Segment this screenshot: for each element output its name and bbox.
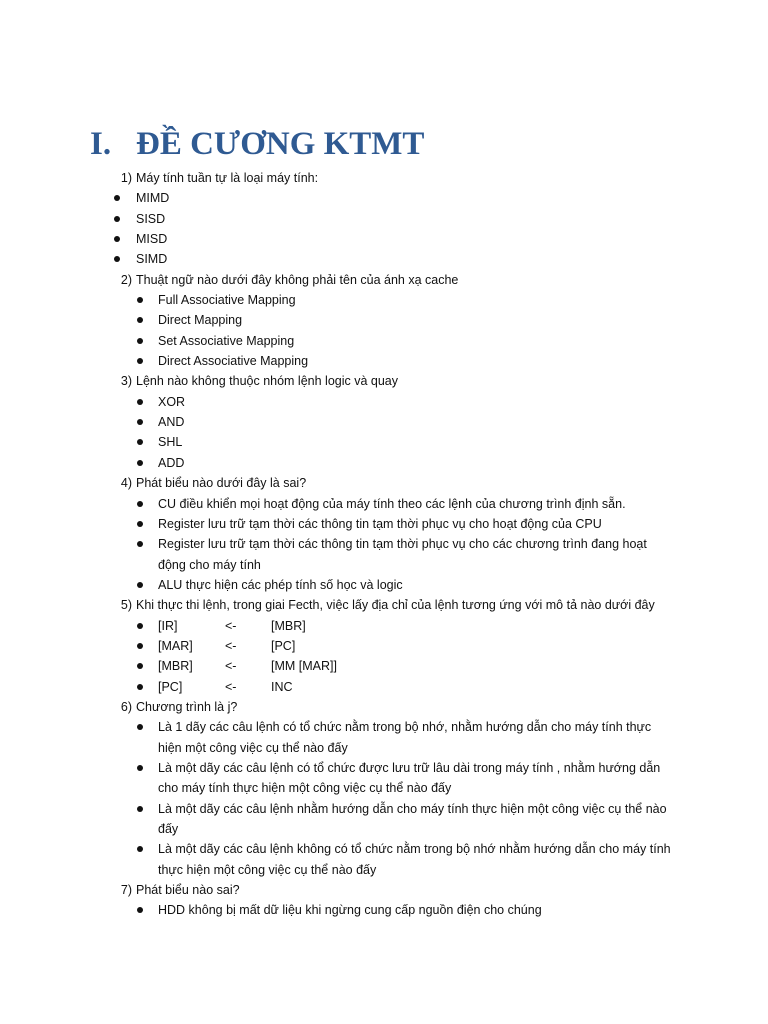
list-item — [0, 290, 768, 310]
bullet-icon — [137, 541, 143, 547]
assign-arrow: <- — [225, 679, 237, 694]
heading-text: ĐỀ CƯƠNG KTMT — [136, 126, 425, 162]
bullet-icon — [137, 907, 143, 913]
bullet-icon — [137, 358, 143, 364]
option-text: Là một dãy các câu lệnh không có tổ chức nằm trong bộ nhớ nhằm hướng dẫn cho máy tính thực hiện một công việc cụ thể nào đấy — [158, 842, 671, 877]
option-text: SIMD — [136, 252, 168, 267]
heading-number: I. — [90, 126, 112, 162]
list-item — [0, 717, 768, 758]
option-text: XOR — [158, 394, 186, 409]
bullet-icon — [137, 643, 143, 649]
option-text: Là một dãy các câu lệnh có tổ chức được lưu trữ lâu dài trong máy tính , nhằm hướng dẫn cho máy tính thực hiện một công việc cụ thể nào đấy — [158, 760, 661, 796]
question-number: 1) — [120, 171, 132, 185]
question-text: Phát biểu nào dưới đây là sai? — [136, 476, 307, 491]
list-item — [0, 900, 768, 920]
bullet-icon — [137, 439, 143, 445]
bullet-icon — [114, 216, 120, 222]
bullet-icon — [114, 236, 120, 242]
option-text: Là 1 dãy các câu lệnh có tổ chức nằm trong bộ nhớ, nhằm hướng dẫn cho máy tính thực hiện một công việc cụ thể nào đấy — [158, 720, 652, 755]
bullet-icon — [137, 724, 143, 730]
bullet-icon — [137, 460, 143, 466]
list-item — [0, 575, 768, 595]
option-text: MISD — [136, 232, 168, 247]
list-item — [0, 310, 768, 330]
bullet-icon — [137, 521, 143, 527]
list-item — [0, 351, 768, 371]
question-number: 4) — [120, 476, 132, 491]
list-item — [0, 188, 768, 208]
option-text: Set Associative Mapping — [158, 333, 295, 348]
register-dest: [MBR] — [158, 659, 193, 674]
question-text: Khi thực thi lệnh, trong giai Fecth, việc lấy địa chỉ của lệnh tương ứng với mô tả nào dưới đây — [136, 598, 655, 613]
bullet-icon — [137, 399, 143, 405]
question-7 — [0, 880, 768, 900]
option-text: CU điều khiển mọi hoạt động của máy tính theo các lệnh của chương trình định sẵn. — [158, 496, 626, 511]
question-2 — [0, 270, 768, 290]
list-item — [0, 249, 768, 269]
bullet-icon — [114, 195, 120, 201]
question-number: 2) — [120, 272, 132, 287]
bullet-icon — [137, 623, 143, 629]
question-text: Thuật ngữ nào dưới đây không phải tên của ánh xạ cache — [136, 272, 459, 287]
bullet-icon — [137, 297, 143, 303]
question-list — [0, 168, 768, 921]
assign-arrow: <- — [225, 659, 237, 674]
option-text: Direct Associative Mapping — [158, 354, 309, 369]
register-dest: [MAR] — [158, 638, 193, 653]
option-text: Là một dãy các câu lệnh nhằm hướng dẫn cho máy tính thực hiện một công việc cụ thể nào đấy — [158, 801, 667, 836]
question-number: 7) — [120, 883, 132, 898]
option-text: HDD không bị mất dữ liệu khi ngừng cung cấp nguồn điện cho chúng — [158, 903, 542, 918]
list-item — [0, 331, 768, 351]
list-item — [0, 534, 768, 575]
bullet-icon — [137, 582, 143, 588]
bullet-icon — [137, 846, 143, 852]
list-item — [0, 514, 768, 534]
list-item — [0, 392, 768, 412]
bullet-icon — [137, 501, 143, 507]
question-text: Máy tính tuần tự là loại máy tính: — [136, 171, 319, 185]
option-text: ALU thực hiện các phép tính số học và logic — [158, 577, 403, 592]
question-number: 6) — [120, 699, 132, 714]
bullet-icon — [137, 419, 143, 425]
bullet-icon — [137, 663, 143, 669]
assign-arrow: <- — [225, 618, 237, 633]
register-src: [PC] — [271, 638, 296, 653]
question-number: 5) — [120, 598, 132, 613]
question-text: Chương trình là j? — [136, 699, 238, 714]
register-dest: [IR] — [158, 618, 178, 633]
bullet-icon — [137, 317, 143, 323]
register-src: [MBR] — [271, 618, 306, 633]
list-item — [0, 209, 768, 229]
list-item — [0, 229, 768, 249]
register-src: INC — [271, 679, 293, 694]
option-text: Register lưu trữ tạm thời các thông tin tạm thời phục vụ cho các chương trình đang hoạt động cho máy tính — [158, 537, 647, 572]
list-item — [0, 758, 768, 799]
bullet-icon — [137, 765, 143, 771]
list-item — [0, 636, 768, 656]
question-3 — [0, 371, 768, 391]
list-item — [0, 677, 768, 697]
list-item — [0, 839, 768, 880]
option-text: Register lưu trữ tạm thời các thông tin tạm thời phục vụ cho hoạt động của CPU — [158, 516, 602, 531]
bullet-icon — [137, 806, 143, 812]
list-item — [0, 412, 768, 432]
option-text: SISD — [136, 211, 166, 226]
option-text: AND — [158, 415, 185, 430]
question-5 — [0, 595, 768, 615]
list-item — [0, 799, 768, 840]
question-text: Lệnh nào không thuộc nhóm lệnh logic và quay — [136, 374, 398, 389]
option-text: SHL — [158, 435, 183, 450]
section-heading — [90, 122, 424, 166]
question-4 — [0, 473, 768, 493]
bullet-icon — [137, 338, 143, 344]
list-item — [0, 453, 768, 473]
bullet-icon — [114, 256, 120, 262]
list-item — [0, 656, 768, 676]
question-6 — [0, 697, 768, 717]
question-text: Phát biểu nào sai? — [136, 883, 240, 898]
question-number: 3) — [120, 374, 132, 389]
option-text: MIMD — [136, 191, 170, 206]
question-1 — [0, 168, 768, 188]
option-text: Direct Mapping — [158, 313, 243, 328]
register-dest: [PC] — [158, 679, 183, 694]
option-text: Full Associative Mapping — [158, 293, 296, 308]
assign-arrow: <- — [225, 638, 237, 653]
list-item — [0, 494, 768, 514]
option-text: ADD — [158, 455, 185, 470]
list-item — [0, 432, 768, 452]
bullet-icon — [137, 684, 143, 690]
register-src: [MM [MAR]] — [271, 659, 337, 674]
list-item — [0, 616, 768, 636]
